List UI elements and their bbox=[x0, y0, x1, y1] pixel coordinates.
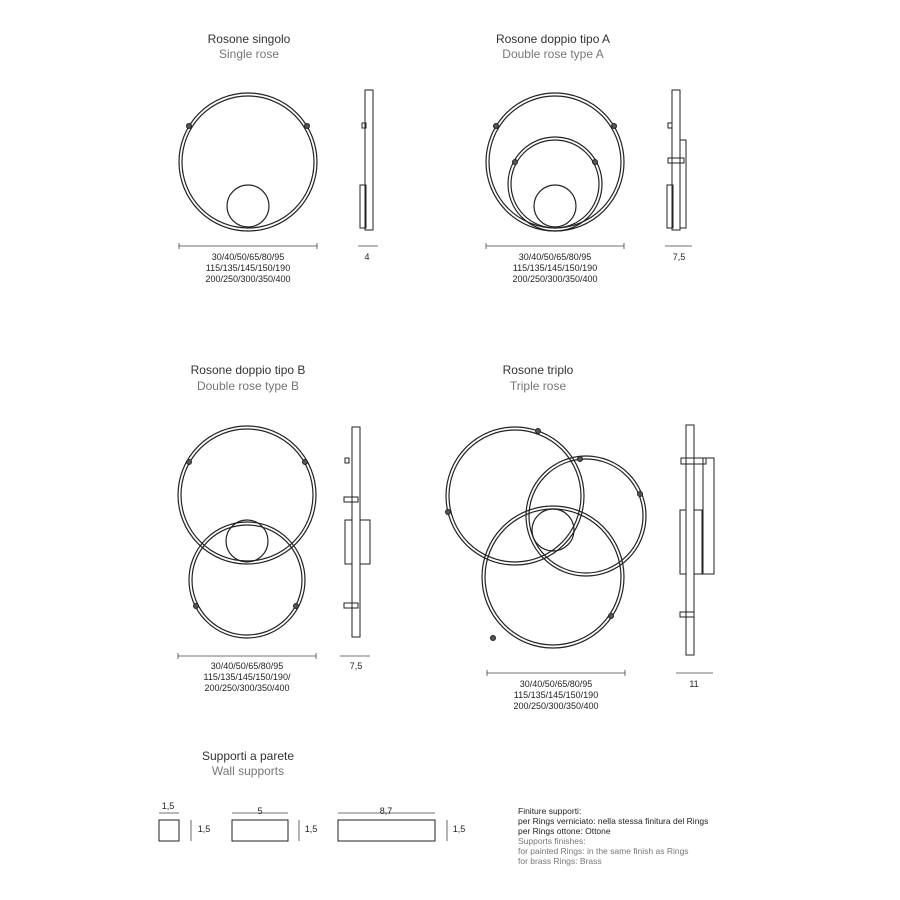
single-subtitle: Single rose bbox=[218, 47, 280, 61]
size-line: 115/135/145/150/190 bbox=[512, 263, 598, 273]
triple-subtitle: Triple rose bbox=[509, 379, 567, 393]
size-line: 30/40/50/65/80/95 bbox=[519, 679, 593, 689]
size-line: 30/40/50/65/80/95 bbox=[518, 252, 592, 262]
double-a-rose-side bbox=[665, 90, 692, 246]
support3-width: 8,7 bbox=[379, 806, 393, 816]
finishes-en-brass: for brass Rings: Brass bbox=[518, 856, 602, 866]
double-a-subtitle: Double rose type A bbox=[502, 47, 604, 61]
double-a-dimension-line bbox=[486, 243, 624, 249]
size-line: 200/250/300/350/400 bbox=[204, 683, 290, 693]
double-b-rose-side bbox=[340, 427, 370, 656]
support-medium bbox=[232, 813, 299, 841]
support1-height: 1,5 bbox=[197, 824, 211, 834]
triple-rose-side bbox=[676, 425, 714, 673]
finishes-it-title: Finiture supporti: bbox=[518, 806, 582, 816]
support3-height: 1,5 bbox=[452, 824, 466, 834]
support-large bbox=[338, 813, 447, 841]
single-rose-front bbox=[179, 93, 317, 231]
finishes-en-title: Supports finishes: bbox=[518, 836, 586, 846]
finishes-it-brass: per Rings ottone: Ottone bbox=[518, 826, 611, 836]
single-rose-side bbox=[358, 90, 378, 246]
supports-title: Supporti a parete bbox=[201, 749, 295, 763]
size-line: 30/40/50/65/80/95 bbox=[210, 661, 284, 671]
triple-dimension-line bbox=[487, 670, 625, 676]
double-a-rose-front bbox=[486, 93, 624, 231]
single-dimension-line bbox=[179, 243, 317, 249]
support-small bbox=[159, 813, 191, 841]
size-line: 115/135/145/150/190 bbox=[513, 690, 599, 700]
triple-depth: 11 bbox=[689, 679, 699, 689]
size-line: 115/135/145/150/190 bbox=[205, 263, 291, 273]
double-a-title: Rosone doppio tipo A bbox=[495, 32, 611, 46]
finishes-en-painted: for painted Rings: in the same finish as Rings bbox=[518, 846, 689, 856]
size-line: 115/135/145/150/190/ bbox=[203, 672, 291, 682]
support2-height: 1,5 bbox=[304, 824, 318, 834]
size-line: 200/250/300/350/400 bbox=[513, 701, 599, 711]
double-b-rose-front bbox=[178, 426, 316, 638]
finishes-it-painted: per Rings verniciato: nella stessa finitura del Rings bbox=[518, 816, 709, 826]
size-line: 200/250/300/350/400 bbox=[205, 274, 291, 284]
support1-width: 1,5 bbox=[161, 801, 175, 811]
double-b-dimension-line bbox=[178, 653, 316, 659]
supports-subtitle: Wall supports bbox=[211, 764, 285, 778]
double-b-subtitle: Double rose type B bbox=[196, 379, 300, 393]
double-b-depth: 7,5 bbox=[349, 661, 363, 671]
single-title: Rosone singolo bbox=[207, 32, 291, 46]
double-a-depth: 7,5 bbox=[672, 252, 686, 262]
size-line: 30/40/50/65/80/95 bbox=[211, 252, 285, 262]
triple-rose-front bbox=[446, 427, 647, 648]
single-depth: 4 bbox=[364, 252, 370, 262]
double-b-title: Rosone doppio tipo B bbox=[190, 363, 306, 377]
size-line: 200/250/300/350/400 bbox=[512, 274, 598, 284]
triple-title: Rosone triplo bbox=[502, 363, 574, 377]
support2-width: 5 bbox=[257, 806, 263, 816]
